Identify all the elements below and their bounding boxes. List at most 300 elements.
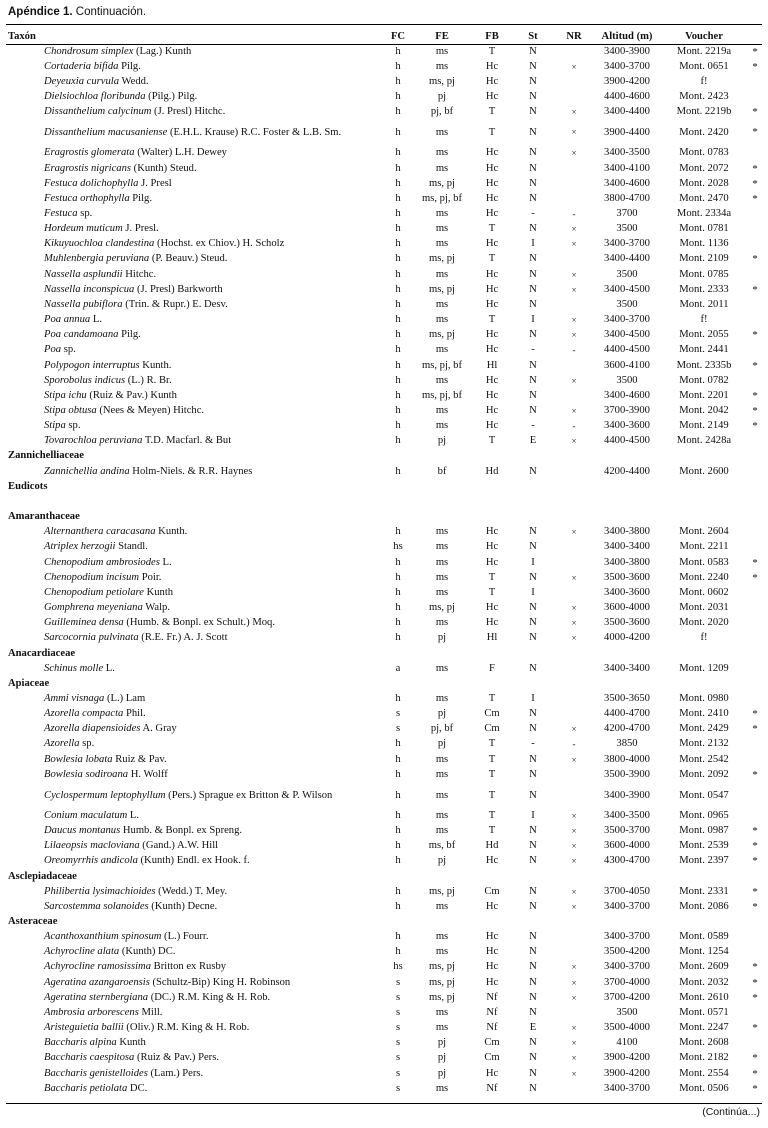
fe-cell: pj	[437, 435, 447, 447]
st-cell: I	[531, 314, 535, 326]
mark-cell: *	[752, 1052, 758, 1065]
col-taxon: Taxón	[8, 30, 36, 42]
author-name: (E.H.L. Krause) R.C. Foster & L.B. Sm.	[167, 127, 342, 139]
author-name: (Oliv.) R.M. King & H. Rob.	[123, 1022, 250, 1034]
nr-cell	[554, 691, 594, 706]
author-name: (Gand.) A.W. Hill	[139, 840, 219, 852]
fb-cell: Hc	[485, 1067, 499, 1079]
mark-cell	[748, 808, 762, 823]
taxon-cell	[6, 839, 384, 854]
nr-cell: ×	[571, 886, 577, 897]
species-name: Alternanthera caracasana	[44, 526, 156, 538]
nr-cell	[554, 767, 594, 782]
voucher-cell: Mont. 2554	[679, 1067, 729, 1079]
voucher-cell: Mont. 1136	[679, 238, 729, 250]
fe-cell: ms	[435, 420, 449, 432]
mark-cell: *	[752, 556, 758, 569]
table-row	[6, 176, 762, 191]
fb-cell: Hc	[485, 162, 499, 174]
table-row	[6, 434, 762, 449]
fe-cell: ms	[435, 571, 449, 583]
table-row	[6, 525, 762, 540]
fc-cell: h	[395, 632, 401, 644]
voucher-cell: Mont. 2149	[679, 420, 729, 432]
nr-cell: ×	[571, 1053, 577, 1064]
mark-cell	[748, 434, 762, 449]
fc-cell: h	[395, 314, 401, 326]
table-row	[6, 661, 762, 676]
taxon-cell	[6, 237, 384, 252]
st-cell: N	[529, 708, 537, 720]
fb-cell: Hc	[485, 207, 499, 219]
fb-cell: Hc	[485, 75, 499, 87]
voucher-cell: Mont. 0965	[679, 809, 729, 821]
altitude-cell: 4200-4400	[604, 465, 650, 477]
voucher-cell: Mont. 0785	[679, 268, 729, 280]
altitude-cell: 3500	[616, 223, 638, 235]
fe-cell: ms, pj	[429, 177, 455, 189]
st-cell: E	[529, 435, 537, 447]
fb-cell: Nf	[486, 1022, 498, 1034]
mark-cell: *	[752, 283, 758, 296]
mark-cell	[748, 146, 762, 161]
fb-cell: T	[488, 127, 496, 139]
altitude-cell: 3400-4500	[604, 329, 650, 341]
mark-cell	[748, 1005, 762, 1020]
voucher-cell: Mont. 2441	[679, 344, 729, 356]
altitude-cell: 3600-4000	[604, 840, 650, 852]
nr-cell: ×	[571, 224, 577, 235]
st-cell: N	[529, 541, 537, 553]
table-row	[6, 89, 762, 104]
taxon-cell	[6, 782, 384, 808]
nr-cell: ×	[571, 810, 577, 821]
st-cell: N	[529, 602, 537, 614]
taxon-cell	[6, 691, 384, 706]
altitude-cell: 4200-4700	[604, 723, 650, 735]
fc-cell: s	[395, 1052, 401, 1064]
author-name: (R.E. Fr.) A. J. Scott	[138, 632, 228, 644]
voucher-cell: Mont. 0583	[679, 556, 729, 568]
taxon-cell	[6, 945, 384, 960]
fe-cell: ms	[435, 147, 449, 159]
taxon-cell	[6, 313, 384, 328]
altitude-cell: 3400-3400	[604, 662, 650, 674]
altitude-cell: 3600-4100	[604, 359, 650, 371]
nr-cell: ×	[571, 527, 577, 538]
author-name: sp.	[79, 738, 95, 750]
table-row	[6, 540, 762, 555]
st-cell: -	[531, 207, 535, 219]
author-name: (J. Presl) Hitchc.	[151, 106, 226, 118]
fc-cell: h	[395, 435, 401, 447]
family-name: Asclepiadaceae	[8, 870, 77, 882]
voucher-cell: Mont. 2470	[679, 192, 729, 204]
fb-cell: Hc	[485, 556, 499, 568]
taxon-cell	[6, 328, 384, 343]
table-row	[6, 808, 762, 823]
st-cell: N	[529, 374, 537, 386]
mark-cell: *	[752, 900, 758, 913]
nr-cell: ×	[571, 1038, 577, 1049]
author-name: (Schultz-Bip) King H. Robinson	[149, 976, 291, 988]
mark-cell	[748, 661, 762, 676]
fb-cell: Cm	[484, 723, 500, 735]
author-name: sp.	[77, 207, 93, 219]
author-name: Holm-Niels. & R.R. Haynes	[129, 465, 253, 477]
col-fe: FE	[435, 30, 449, 42]
species-name: Nassella pubiflora	[44, 298, 123, 310]
table-row	[6, 960, 762, 975]
author-name: A. Gray	[140, 723, 177, 735]
fe-cell: ms	[435, 344, 449, 356]
fb-cell: Hc	[485, 405, 499, 417]
species-name: Polypogon interruptus	[44, 359, 140, 371]
family-name: Amaranthaceae	[8, 511, 80, 523]
fb-cell: T	[488, 223, 496, 235]
altitude-cell: 3500	[616, 268, 638, 280]
mark-cell: *	[752, 420, 758, 433]
fc-cell: s	[395, 723, 401, 735]
author-name: (Lag.) Kunth	[133, 45, 192, 57]
fe-cell: ms	[435, 662, 449, 674]
fb-cell: Cm	[484, 708, 500, 720]
mark-cell: *	[752, 991, 758, 1004]
table-row	[6, 403, 762, 418]
species-name: Sarcocornia pulvinata	[44, 632, 139, 644]
mark-cell	[748, 525, 762, 540]
st-cell: N	[529, 60, 537, 72]
species-name: Poa candamoana	[44, 329, 119, 341]
species-name: Dielsiochloa floribunda	[44, 91, 146, 103]
st-cell: N	[529, 632, 537, 644]
voucher-cell: Mont. 2201	[679, 389, 729, 401]
st-cell: -	[531, 738, 535, 750]
species-name: Achyrocline ramosissima	[44, 961, 152, 973]
author-name: (Wedd.) T. Mey.	[155, 885, 228, 897]
voucher-cell: Mont. 0980	[679, 692, 729, 704]
species-name: Muhlenbergia peruviana	[44, 253, 150, 265]
altitude-cell: 3400-3700	[604, 60, 650, 72]
fc-cell: h	[395, 465, 401, 477]
voucher-cell: Mont. 2604	[679, 526, 729, 538]
taxon-cell	[6, 737, 384, 752]
author-name: (L.) Fourr.	[161, 931, 209, 943]
author-name: J. Presl.	[122, 223, 159, 235]
taxon-cell	[6, 419, 384, 434]
table-row	[6, 105, 762, 120]
nr-cell: ×	[571, 315, 577, 326]
fb-cell: T	[488, 253, 496, 265]
author-name: (Pilg.) Pilg.	[145, 91, 198, 103]
species-name: Oreomyrrhis andicola	[44, 855, 138, 867]
nr-cell	[554, 74, 594, 89]
species-table	[6, 28, 762, 1096]
fc-cell: h	[395, 238, 401, 250]
taxon-cell	[6, 752, 384, 767]
mark-cell: *	[752, 723, 758, 736]
table-row	[6, 990, 762, 1005]
voucher-cell: Mont. 0781	[679, 223, 729, 235]
species-name: Zannichellia andina	[44, 465, 130, 477]
voucher-cell: Mont. 2335b	[676, 359, 732, 371]
taxon-cell	[6, 722, 384, 737]
table-row	[6, 570, 762, 585]
fe-cell: ms	[435, 127, 449, 139]
mark-cell: *	[752, 885, 758, 898]
fe-cell: ms	[435, 45, 449, 57]
altitude-cell: 3600-4000	[604, 602, 650, 614]
altitude-cell: 4100	[616, 1037, 638, 1049]
fe-cell: ms	[435, 586, 449, 598]
mark-cell	[748, 1036, 762, 1051]
table-row	[6, 419, 762, 434]
taxon-cell	[6, 661, 384, 676]
st-cell: N	[529, 91, 537, 103]
species-name: Festuca	[44, 207, 78, 219]
fb-cell: Hd	[485, 465, 499, 477]
fc-cell: h	[395, 268, 401, 280]
mark-cell: *	[752, 840, 758, 853]
mark-cell	[748, 945, 762, 960]
family-row	[6, 646, 762, 661]
nr-cell: ×	[571, 127, 577, 138]
mark-cell	[748, 267, 762, 282]
st-cell: N	[529, 192, 537, 204]
header-row	[6, 28, 762, 44]
species-name: Tovarochloa peruviana	[44, 435, 143, 447]
author-name: (Ruiz & Pav.) Kunth	[86, 389, 177, 401]
species-name: Festuca dolichophylla	[44, 177, 139, 189]
st-cell: N	[529, 147, 537, 159]
fb-cell: Cm	[484, 1037, 500, 1049]
mark-cell: *	[752, 389, 758, 402]
st-cell: N	[529, 106, 537, 118]
species-name: Azorella compacta	[44, 708, 124, 720]
table-row	[6, 631, 762, 646]
altitude-cell: 3700-4050	[604, 885, 650, 897]
st-cell: E	[529, 1022, 537, 1034]
taxon-cell	[6, 358, 384, 373]
author-name: L.	[159, 556, 172, 568]
st-cell: I	[531, 809, 535, 821]
fc-cell: h	[395, 825, 401, 837]
voucher-cell: Mont. 2247	[679, 1022, 729, 1034]
nr-cell: ×	[571, 1068, 577, 1079]
nr-cell	[554, 540, 594, 555]
mark-cell	[748, 782, 762, 808]
nr-cell	[554, 930, 594, 945]
voucher-cell: Mont. 2539	[679, 840, 729, 852]
species-name: Schinus molle	[44, 662, 104, 674]
table-row	[6, 899, 762, 914]
fb-cell: T	[488, 435, 496, 447]
fc-cell: h	[395, 344, 401, 356]
author-name: (Kunth) Decne.	[148, 900, 218, 912]
spacer-cell	[6, 494, 762, 509]
mark-cell: *	[752, 162, 758, 175]
altitude-cell: 3400-4600	[604, 177, 650, 189]
fe-cell: pj, bf	[430, 723, 454, 735]
fe-cell: ms	[435, 541, 449, 553]
col-fc: FC	[390, 30, 406, 42]
fb-cell: Hc	[485, 526, 499, 538]
altitude-cell: 3500-3600	[604, 571, 650, 583]
voucher-cell: Mont. 2020	[679, 617, 729, 629]
taxon-cell	[6, 990, 384, 1005]
author-name: (Trin. & Rupr.) E. Desv.	[122, 298, 228, 310]
st-cell: N	[529, 526, 537, 538]
table-row	[6, 585, 762, 600]
fb-cell: T	[488, 809, 496, 821]
st-cell: N	[529, 1082, 537, 1094]
voucher-cell: f!	[700, 314, 708, 326]
author-name: (Kunth) Endl. ex Hook. f.	[137, 855, 250, 867]
voucher-cell: f!	[700, 632, 708, 644]
altitude-cell: 3900-4200	[604, 1067, 650, 1079]
fc-cell: h	[395, 223, 401, 235]
altitude-cell: 3400-3500	[604, 147, 650, 159]
altitude-cell: 3400-3400	[604, 541, 650, 553]
fc-cell: h	[395, 374, 401, 386]
table-row	[6, 328, 762, 343]
fe-cell: pj	[437, 738, 447, 750]
mark-cell: *	[752, 708, 758, 721]
voucher-cell: Mont. 0987	[679, 825, 729, 837]
fe-cell: ms	[435, 900, 449, 912]
st-cell: N	[529, 768, 537, 780]
altitude-cell: 3400-3700	[604, 931, 650, 943]
fe-cell: ms, pj	[429, 253, 455, 265]
table-row	[6, 191, 762, 206]
nr-cell	[554, 388, 594, 403]
fc-cell: h	[395, 692, 401, 704]
st-cell: N	[529, 662, 537, 674]
altitude-cell: 3700-4200	[604, 991, 650, 1003]
fe-cell: pj, bf	[430, 106, 454, 118]
species-name: Ammi visnaga	[44, 692, 105, 704]
mark-cell	[748, 74, 762, 89]
fe-cell: ms	[435, 753, 449, 765]
col-altitude: Altitud (m)	[601, 30, 653, 42]
table-row	[6, 600, 762, 615]
taxon-cell	[6, 434, 384, 449]
species-name: Nassella asplundii	[44, 268, 123, 280]
altitude-cell: 4300-4700	[604, 855, 650, 867]
table-row	[6, 1005, 762, 1020]
voucher-cell: Mont. 2420	[679, 127, 729, 139]
table-row	[6, 343, 762, 358]
altitude-cell: 3400-4400	[604, 253, 650, 265]
voucher-cell: Mont. 0547	[679, 789, 729, 801]
fe-cell: ms, pj, bf	[421, 192, 463, 204]
taxon-cell	[6, 1051, 384, 1066]
table-row	[6, 282, 762, 297]
fe-cell: ms	[435, 526, 449, 538]
taxon-cell	[6, 540, 384, 555]
table-row	[6, 267, 762, 282]
nr-cell	[554, 782, 594, 808]
table-row	[6, 691, 762, 706]
table-row	[6, 1051, 762, 1066]
fb-cell: Nf	[486, 1006, 498, 1018]
mark-cell: *	[752, 1067, 758, 1080]
fb-cell: T	[488, 768, 496, 780]
voucher-cell: Mont. 2182	[679, 1052, 729, 1064]
nr-cell	[554, 1005, 594, 1020]
st-cell: I	[531, 238, 535, 250]
table-row	[6, 252, 762, 267]
voucher-cell: Mont. 0589	[679, 931, 729, 943]
altitude-cell: 3400-3700	[604, 1082, 650, 1094]
fb-cell: T	[488, 106, 496, 118]
fe-cell: pj	[437, 632, 447, 644]
author-name: Walp.	[142, 602, 170, 614]
fb-cell: Hl	[486, 632, 498, 644]
fb-cell: Hc	[485, 855, 499, 867]
fc-cell: h	[395, 298, 401, 310]
altitude-cell: 3850	[616, 738, 638, 750]
nr-cell: ×	[571, 992, 577, 1003]
st-cell: N	[529, 177, 537, 189]
st-cell: N	[529, 465, 537, 477]
nr-cell: ×	[571, 826, 577, 837]
taxon-cell	[6, 403, 384, 418]
species-name: Hordeum muticum	[44, 223, 123, 235]
fc-cell: h	[395, 359, 401, 371]
author-name: Ruiz & Pav.	[112, 753, 167, 765]
altitude-cell: 3400-3500	[604, 809, 650, 821]
fc-cell: h	[395, 75, 401, 87]
fc-cell: s	[395, 708, 401, 720]
table-row	[6, 1066, 762, 1081]
altitude-cell: 3400-4600	[604, 389, 650, 401]
table-row	[6, 707, 762, 722]
fb-cell: Hc	[485, 344, 499, 356]
fc-cell: h	[395, 127, 401, 139]
species-name: Sarcostemma solanoides	[44, 900, 149, 912]
species-name: Gomphrena meyeniana	[44, 602, 143, 614]
st-cell: N	[529, 723, 537, 735]
species-name: Bowlesia sodiroana	[44, 768, 129, 780]
fe-cell: ms, pj	[429, 961, 455, 973]
fc-cell: h	[395, 283, 401, 295]
species-name: Sporobolus indicus	[44, 374, 126, 386]
author-name: (Ruiz & Pav.) Pers.	[134, 1052, 219, 1064]
fe-cell: ms, pj, bf	[421, 359, 463, 371]
fe-cell: ms	[435, 1022, 449, 1034]
taxon-cell	[6, 59, 384, 74]
fe-cell: pj	[437, 1037, 447, 1049]
taxon-cell	[6, 930, 384, 945]
voucher-cell: Mont. 0506	[679, 1082, 729, 1094]
altitude-cell: 3400-3900	[604, 45, 650, 57]
family-name: Zannichelliaceae	[8, 450, 84, 462]
fb-cell: Hc	[485, 298, 499, 310]
altitude-cell: 3500-4000	[604, 1022, 650, 1034]
table-row	[6, 237, 762, 252]
nr-cell: ×	[571, 148, 577, 159]
species-name: Stipa	[44, 420, 66, 432]
author-name: (J. Presl) Barkworth	[134, 283, 223, 295]
st-cell: N	[529, 789, 537, 801]
family-row	[6, 914, 762, 929]
voucher-cell: Mont. 2333	[679, 283, 729, 295]
author-name: H. Wolff	[128, 768, 168, 780]
table-row	[6, 824, 762, 839]
st-cell: N	[529, 268, 537, 280]
mark-cell	[748, 464, 762, 479]
